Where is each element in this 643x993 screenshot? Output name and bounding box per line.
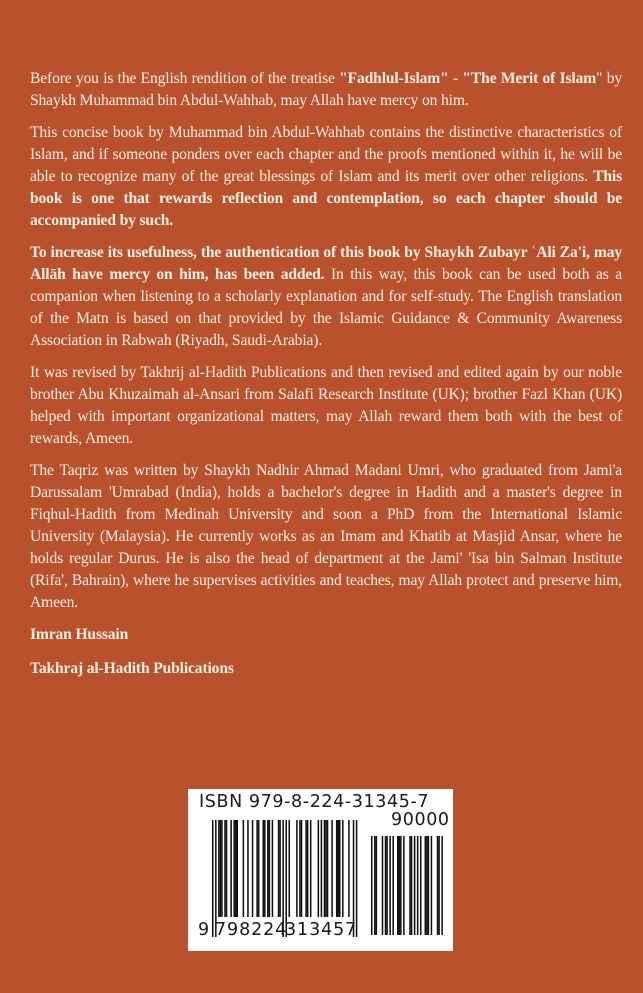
price-addon-label: 90000 (391, 810, 450, 830)
text-segment: The Taqriz was written by Shaykh Nadhir Ahmad Madani Umri, who graduated from Jami'a Darussalam 'Umrabad (India), holds a bachelor's degree in Hadith and a master's degree in Fiqhul-Hadith from Medinah University and soon a PhD from the International Islamic University (Malaysia). He currently works as an Imam and Khatib at Masjid Ansar, where he holds regular Durus. He is also the head of department at the Jami' 'Isa bin Salman Institute (Rifa', Bahrain), where he supervises activities and teaches, may Allah protect and preserve him, Ameen. (30, 462, 622, 611)
paragraph-authentication (30, 242, 622, 352)
signature-publisher: Takhraj al-Hadith Publications (30, 660, 234, 677)
text-segment: This concise book by Muhammad bin Abdul-Wahhab contains the distinctive characteristics of Islam, and if someone ponders over each chapter and the proofs mentioned within it, he will be able to recognize many of the great blessings of Islam and its merit over other religions. (30, 124, 622, 185)
paragraph-revision (30, 362, 622, 450)
isbn-barcode (188, 789, 453, 951)
signature-author: Imran Hussain (30, 626, 129, 643)
bold-text-segment: To increase its usefulness, the authentication of this book by Shaykh Zubayr ʿAli Za'i, may Allāh have mercy on him, has been added. (30, 244, 622, 283)
isbn-label: ISBN 979-8-224-31345-7 (199, 792, 430, 812)
bold-text-segment: This book is one that rewards reflection and contemplation, so each chapter should be accompanied by such. (30, 168, 622, 229)
barcode-digit-first: 9 (198, 920, 210, 940)
paragraph-description (30, 122, 622, 232)
text-segment: " by Shaykh Muhammad bin Abdul-Wahhab, may Allah have mercy on him. (30, 70, 622, 109)
text-segment: It was revised by Takhrij al-Hadith Publications and then revised and edited again by our noble brother Abu Khuzaimah al-Ansari from Salafi Research Institute (UK); brother Fazl Khan (UK) helped with important organizational matters, may Allah reward them both with the best of rewards, Ameen. (30, 364, 622, 447)
paragraph-taqriz (30, 460, 622, 614)
text-segment: Before you is the English rendition of the treatise (30, 70, 340, 87)
paragraph-intro (30, 68, 622, 112)
back-cover-text (30, 68, 622, 692)
barcode-digits-left: 798224 (215, 920, 288, 940)
bold-text-segment: "Fadhlul-Islam" - "The Merit of Islam (339, 70, 597, 87)
barcode-digits-right: 313457 (285, 920, 358, 940)
text-segment: In this way, this book can be used both as a companion when listening to a scholarly explanation and for self-study. The English translation of the Matn is based on that provided by the Islamic Guidance & Community Awareness Association in Rabwah (Riyadh, Saudi-Arabia). (30, 266, 622, 349)
